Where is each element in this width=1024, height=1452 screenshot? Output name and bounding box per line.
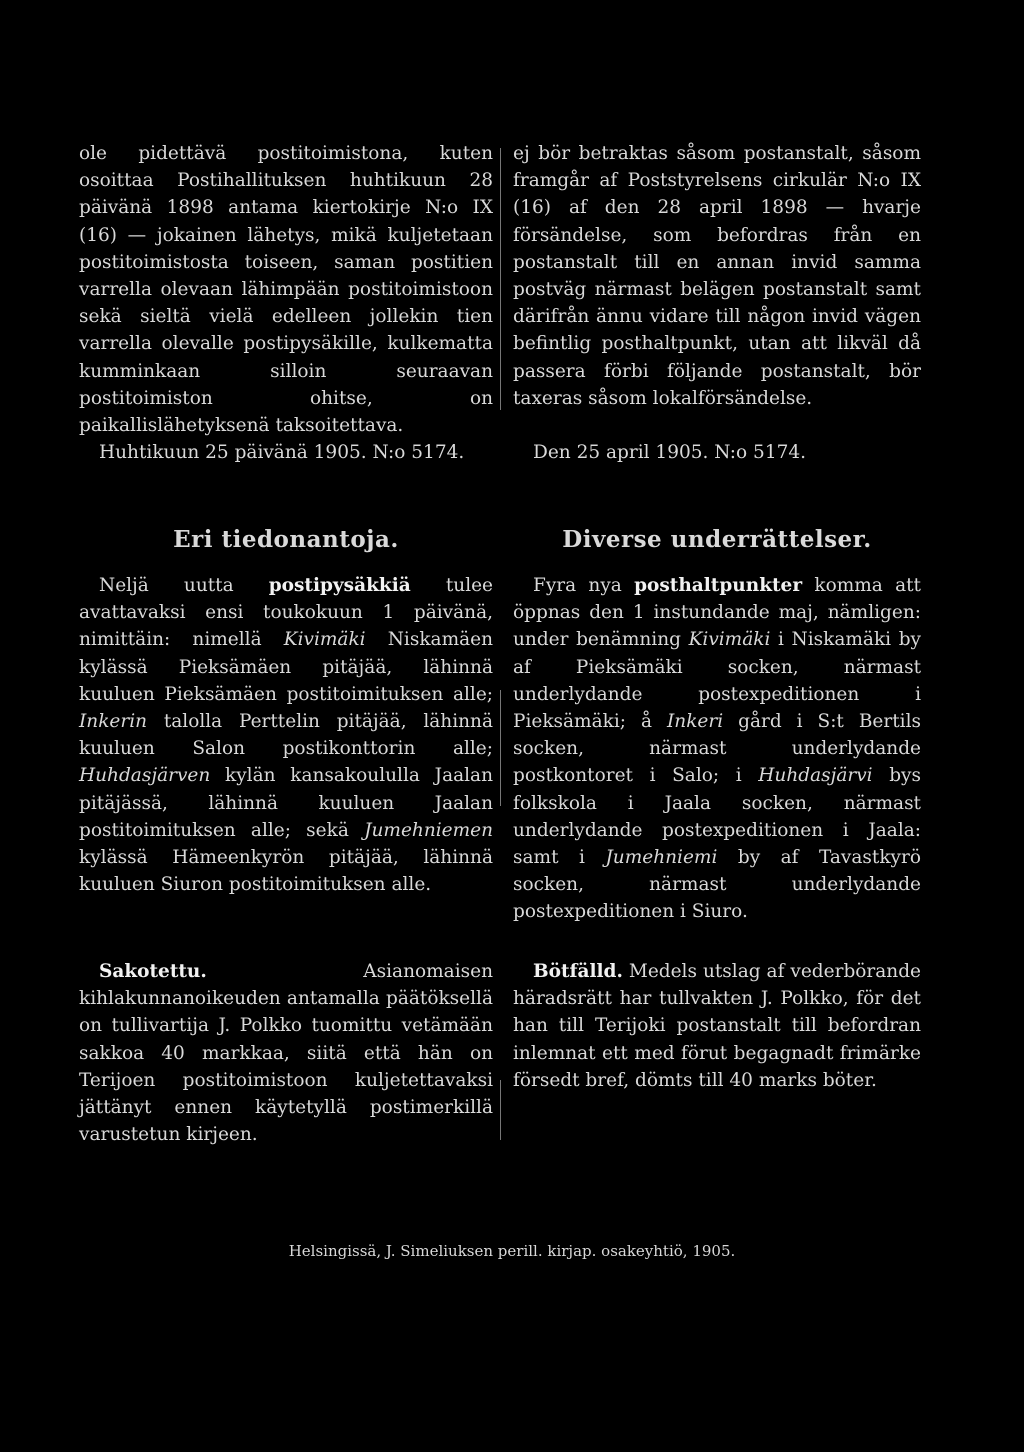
text: talolla Perttelin pitäjää, lähinnä kuuluen Salon postikonttorin alle; bbox=[79, 711, 493, 760]
col1-paragraph: ole pidettävä postitoimistona, kuten osoittaa Postihallituksen huhtikuun 28 päivänä 1898 antama kiertokirje N:o IX (16) — jokainen lähetys, mikä kuljetetaan postitoimistosta toiseen, saman postitien varrella olevaan lähimpään postitoimistoon sekä sieltä vielä edelleen jollekin tien varrella olevalle postipysäkille, kulkematta kumminkaan silloin seuraavan postitoimiston ohitse, on paikallislähetyksenä taksoitettava. bbox=[79, 143, 493, 437]
text: bys folkskola i Jaala socken, närmast underlydande postexpeditionen i Jaala: samt i bbox=[513, 765, 921, 869]
notice-fi bbox=[79, 524, 493, 898]
text: i Niskamäki by af Pieksämäki socken, närmast underlydande postexpeditionen i Pieksämäki; å bbox=[513, 629, 922, 733]
col1-block bbox=[79, 140, 493, 466]
column-divider bbox=[500, 690, 501, 806]
col2-paragraph: ej bör betraktas såsom postanstalt, såsom framgår af Poststyrelsens cirkulär N:o IX (16) af den 28 april 1898 — hvarje försändelse, som befordras från en postanstalt till en annan invid samma postväg närmast belägen postanstalt samt därifrån ännu vidare till någon invid vägen befintlig posthaltpunkt, utan att likväl då passera förbi följande postanstalt, bör taxeras såsom lokalförsändelse. bbox=[513, 143, 921, 409]
col2-block bbox=[513, 140, 921, 466]
fine-sv-title: Bötfälld. bbox=[533, 961, 623, 982]
col1-date: Huhtikuun 25 päivänä 1905. N:o 5174. bbox=[99, 442, 465, 464]
place-name: Inkerin bbox=[79, 711, 148, 733]
text: Niskamäen kylässä Pieksämäen pitäjää, lähinnä kuuluen Pieksämäen postitoimituksen alle; bbox=[79, 629, 494, 705]
notice-sv-heading: Diverse underrättelser. bbox=[562, 526, 872, 553]
place-name: Huhdasjärvi bbox=[758, 765, 873, 787]
text: Neljä uutta bbox=[99, 575, 269, 596]
place-name: Kivimäki bbox=[688, 629, 771, 651]
text: Asianomaisen kihlakunnanoikeuden antamalla päätöksellä on tullivartija J. Polkko tuomittu vetämään sakkoa 40 markkaa, siitä että hän on Terijoen postitoimistoon kuljetettavaksi jättänyt ennen käytetyllä postimerkillä varustetun kirjeen. bbox=[79, 961, 493, 1146]
text: gård i S:t Bertils socken, närmast underlydande postkontoret i Salo; i bbox=[513, 711, 921, 787]
text: Fyra nya bbox=[533, 575, 635, 596]
place-name: Inkeri bbox=[666, 711, 724, 733]
text: Medels utslag af vederbörande häradsrätt har tullvakten J. Polkko, för det han till Terijoki postanstalt till befordran inlemnat ett med förut begagnadt frimärke försedt bref, dömts till 40 marks böter. bbox=[513, 961, 921, 1091]
place-name: Huhdasjärven bbox=[79, 765, 211, 787]
fine-fi bbox=[79, 958, 493, 1148]
col2-date: Den 25 april 1905. N:o 5174. bbox=[533, 442, 807, 464]
bold-term: posthaltpunkter bbox=[634, 575, 803, 596]
column-divider bbox=[500, 1080, 501, 1140]
fine-fi-title: Sakotettu. bbox=[99, 961, 207, 982]
place-name: Jumehniemen bbox=[364, 819, 493, 841]
text: kylässä Hämeenkyrön pitäjää, lähinnä kuuluen Siuron postitoimituksen alle. bbox=[79, 847, 493, 896]
notice-sv bbox=[513, 524, 921, 926]
place-name: Jumehniemi bbox=[605, 847, 718, 869]
text: kylän kansakoululla Jaalan pitäjässä, lähinnä kuuluen Jaalan postitoimituksen alle; sekä bbox=[79, 765, 493, 841]
text: komma att öppnas den 1 instundande maj, nämligen: under benämning bbox=[513, 575, 921, 651]
printer-footer: Helsingissä, J. Simeliuksen perill. kirjap. osakeyhtiö, 1905. bbox=[288, 1242, 736, 1260]
text: by af Tavastkyrö socken, närmast underlydande postexpeditionen i Siuro. bbox=[513, 847, 921, 923]
fine-sv bbox=[513, 958, 921, 1094]
bold-term: postipysäkkiä bbox=[268, 575, 411, 596]
fine-fi-paragraph bbox=[79, 958, 493, 1148]
notice-fi-heading: Eri tiedonantoja. bbox=[173, 526, 399, 553]
column-divider bbox=[500, 148, 501, 410]
text: tulee avattavaksi ensi toukokuun 1 päivänä, nimittäin: nimellä bbox=[79, 575, 494, 651]
notice-fi-paragraph bbox=[79, 572, 493, 898]
fine-sv-paragraph bbox=[513, 958, 921, 1094]
place-name: Kivimäki bbox=[283, 629, 366, 651]
notice-sv-paragraph bbox=[513, 572, 921, 926]
